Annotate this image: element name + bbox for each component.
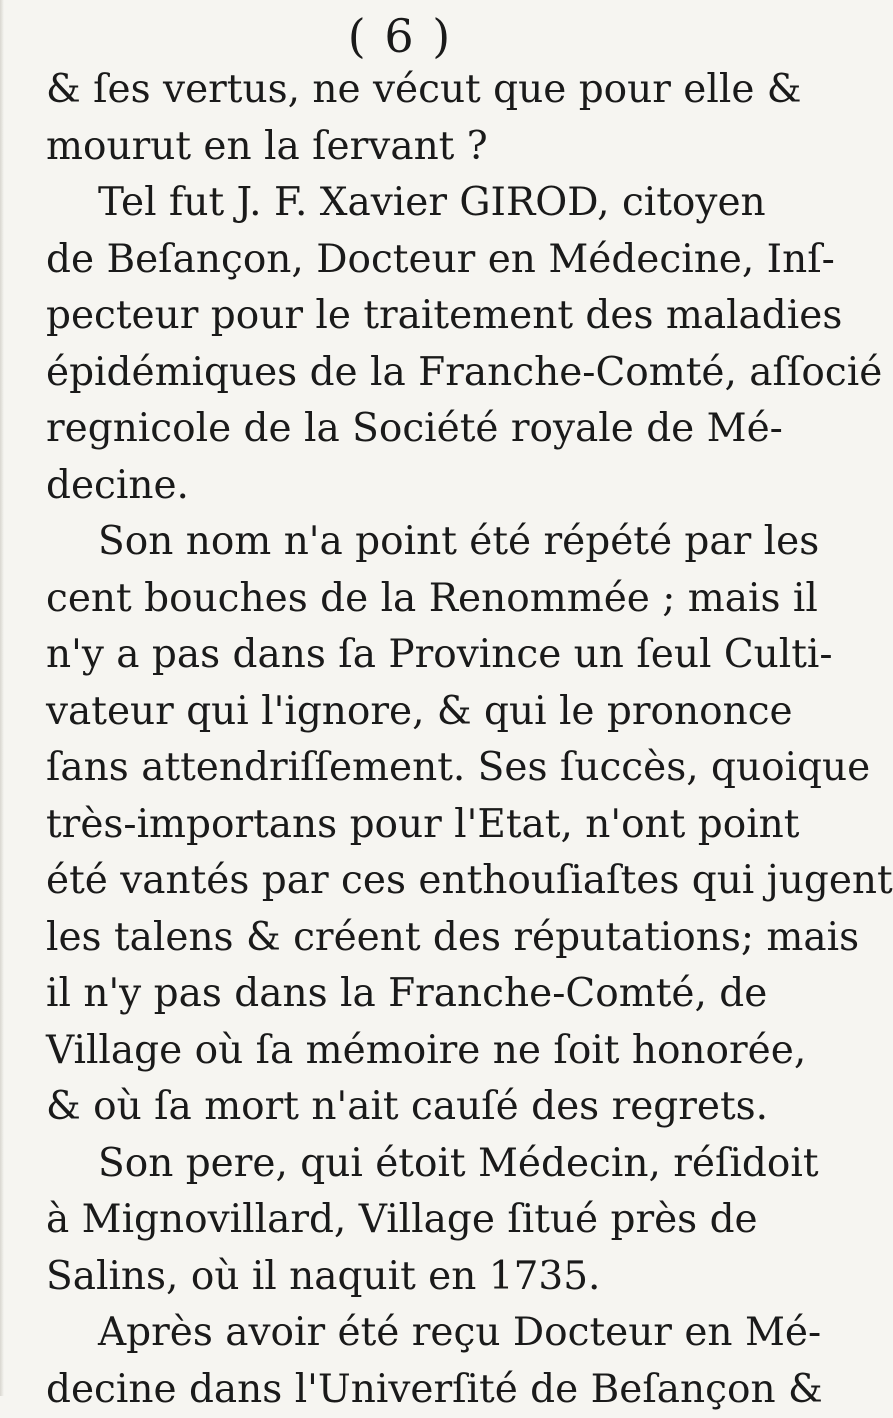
text-line: Après avoir été reçu Docteur en Mé-	[46, 1305, 754, 1362]
text-line: decine.	[46, 458, 754, 515]
body-text	[46, 62, 754, 1418]
page-edge-shadow	[0, 0, 4, 1396]
text-line: regnicole de la Société royale de Mé-	[46, 401, 754, 458]
text-line: Son nom n'a point été répété par les	[46, 514, 754, 571]
text-line: il n'y pas dans la Franche-Comté, de	[46, 966, 754, 1023]
text-line: de Beſançon, Docteur en Médecine, Inſ-	[46, 232, 754, 289]
text-line: n'y a pas dans ſa Province un ſeul Culti-	[46, 627, 754, 684]
text-line: très-importans pour l'Etat, n'ont point	[46, 797, 754, 854]
text-line: & ſes vertus, ne vécut que pour elle &	[46, 62, 754, 119]
page-number: ( 6 )	[0, 8, 800, 64]
text-line: à Mignovillard, Village ſitué près de	[46, 1192, 754, 1249]
text-line: Tel fut J. F. Xavier GIROD, citoyen	[46, 175, 754, 232]
text-line: Son pere, qui étoit Médecin, réſidoit	[46, 1136, 754, 1193]
text-line: les talens & créent des réputations; mais	[46, 910, 754, 967]
text-line: pecteur pour le traitement des maladies	[46, 288, 754, 345]
text-line: épidémiques de la Franche-Comté, aſſocié	[46, 345, 754, 402]
text-line: Salins, où il naquit en 1735.	[46, 1249, 754, 1306]
text-line: cent bouches de la Renommée ; mais il	[46, 571, 754, 628]
text-line: vateur qui l'ignore, & qui le prononce	[46, 684, 754, 741]
text-line: été vantés par ces enthouſiaſtes qui jugent	[46, 853, 754, 910]
text-line: mourut en la ſervant ?	[46, 119, 754, 176]
text-line: decine dans l'Univerſité de Beſançon &	[46, 1362, 754, 1418]
text-line: ſans attendriſſement. Ses ſuccès, quoique	[46, 740, 754, 797]
text-line: & où ſa mort n'ait cauſé des regrets.	[46, 1079, 754, 1136]
text-line: Village où ſa mémoire ne ſoit honorée,	[46, 1023, 754, 1080]
